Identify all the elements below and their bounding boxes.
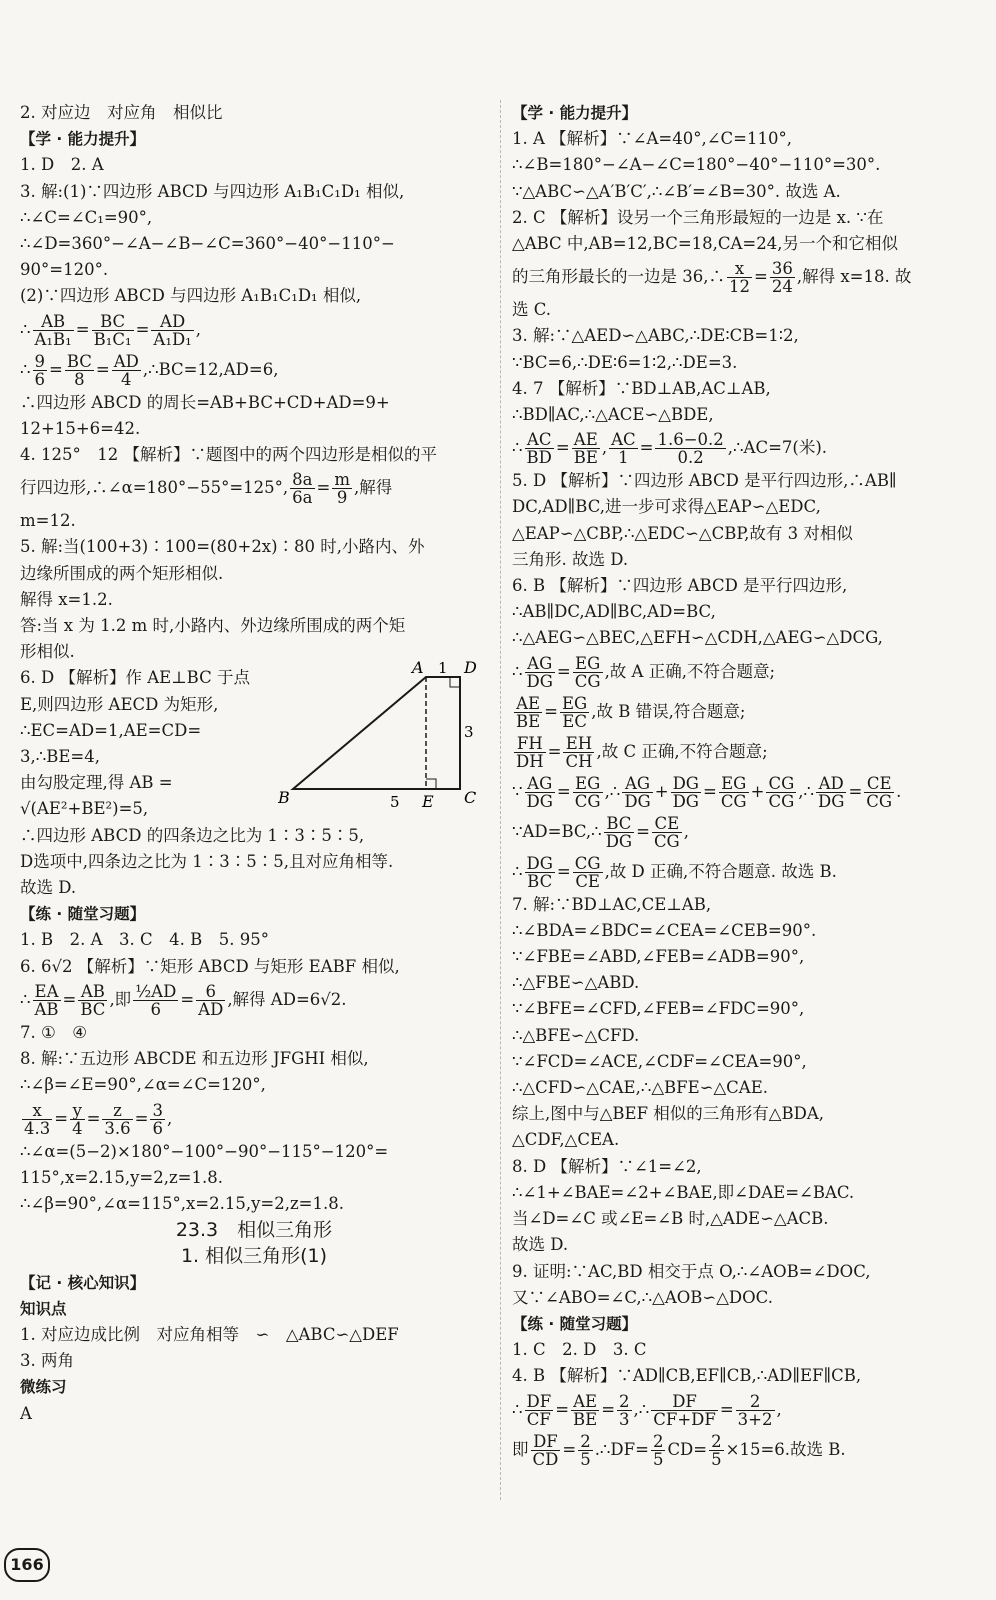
text-line: 7. ① ④ <box>20 1022 88 1042</box>
text-line: 4. B 【解析】∵AD∥CB,EF∥CB,∴AD∥EF∥CB, <box>512 1366 862 1386</box>
text-line: 8. D 【解析】∵∠1=∠2, <box>512 1156 702 1176</box>
text-line: E,则四边形 AECD 为矩形, <box>20 694 219 714</box>
fraction: $\frac{DG}{DG}$ <box>672 773 699 811</box>
fraction: $\frac{EG}{EC}$ <box>562 693 588 731</box>
text-line: 2. 对应边 对应角 相似比 <box>20 103 223 122</box>
fraction: $\frac{EG}{CG}$ <box>574 773 601 811</box>
text-line: ∵∠BFE=∠CFD,∠FEB=∠FDC=90°, <box>512 999 805 1019</box>
text-line: 答:当 x 为 1.2 m 时,小路内、外边缘所围成的两个矩 <box>20 616 406 636</box>
left-column <box>20 100 488 1427</box>
fraction: $\frac{2}{5}$ <box>652 1431 664 1469</box>
fraction: $\frac{EH}{CH}$ <box>565 733 593 771</box>
fraction: $\frac{BC}{DG}$ <box>605 813 633 851</box>
text-line: ∵BC=6,∴DE∶6=1∶2,∴DE=3. <box>512 352 738 372</box>
text-line: ∴△BFE∽△CFD. <box>512 1025 640 1045</box>
text-line: △EAP∽△CBP,∴△EDC∽△CBP,故有 3 对相似 <box>512 523 853 543</box>
fraction: $\frac{z}{3.6}$ <box>104 1100 131 1138</box>
text-line: ∴∠β=90°,∠α=115°,x=2.15,y=2,z=1.8. <box>20 1193 344 1213</box>
text-line: 1. B 2. A 3. C 4. B 5. 95° <box>20 930 269 950</box>
fraction: $\frac{CG}{CG}$ <box>768 773 795 811</box>
label: 知识点 <box>20 1299 67 1318</box>
text-line: 故选 D. <box>20 878 77 898</box>
formula-line: ∴ $\frac{9}{6}$ = $\frac{BC}{8}$ = $\frac{AD}{4}$ ,∴BC=12,AD=6, <box>20 351 279 389</box>
text-line: ∴△AEG∽△BEC,△EFH∽△CDH,△AEG∽△DCG, <box>512 628 883 648</box>
formula-line: $\frac{AE}{BE}$ = $\frac{EG}{EC}$ ,故 B 错误,符合题意; <box>516 693 746 731</box>
formula-line: $\frac{FH}{DH}$ = $\frac{EH}{CH}$ ,故 C 正确,不符合题意; <box>516 733 768 771</box>
formula-line: 即 $\frac{DF}{CD}$ = $\frac{2}{5}$ .∴DF= $\frac{2}{5}$ CD= $\frac{2}{5}$ ×15=6.故选 B. <box>512 1431 846 1469</box>
text-line: ∵△ABC∽△A′B′C′,∴∠B′=∠B=30°. 故选 A. <box>512 181 841 201</box>
fraction: $\frac{y}{4}$ <box>72 1100 83 1138</box>
text-line: 1. 对应边成比例 对应角相等 ∽ △ABC∽△DEF <box>20 1324 399 1344</box>
fraction: $\frac{AC}{BD}$ <box>526 430 552 468</box>
right-angle-mark <box>426 779 436 789</box>
text-line: DC,AD∥BC,进一步可求得△EAP∽△EDC, <box>512 497 821 517</box>
text-line: 当∠D=∠C 或∠E=∠B 时,△ADE∽△ACB. <box>512 1209 829 1229</box>
text-line: m=12. <box>20 511 76 531</box>
text-line: √(AE²+BE²)=5, <box>20 799 149 819</box>
fraction: $\frac{AD}{DG}$ <box>818 773 845 811</box>
fraction: $\frac{FH}{DH}$ <box>516 733 544 771</box>
text-line: 1. C 2. D 3. C <box>512 1340 647 1360</box>
label-c: C <box>464 788 477 808</box>
text-line: 1. A 【解析】∵∠A=40°,∠C=110°, <box>512 129 792 149</box>
text-line: 又∵∠ABO=∠C,∴△AOB∽△DOC. <box>512 1287 773 1307</box>
label-d: D <box>464 661 477 678</box>
text-line: 8. 解:∵五边形 ABCDE 和五边形 JFGHI 相似, <box>20 1049 369 1069</box>
fraction: $\frac{CE}{CG}$ <box>653 813 680 851</box>
right-column <box>512 100 982 1470</box>
text-line: 三角形. 故选 D. <box>512 549 629 569</box>
fraction: $\frac{DG}{BC}$ <box>526 853 553 891</box>
fraction: $\frac{6}{AD}$ <box>198 981 224 1019</box>
fraction: $\frac{AD}{\text{A₁D₁}}$ <box>153 311 192 349</box>
text-line: 6. D 【解析】作 AE⊥BC 于点 <box>20 668 250 688</box>
fraction: $\frac{2}{3}$ <box>619 1391 630 1429</box>
fraction: $\frac{CG}{CE}$ <box>574 853 601 891</box>
text-line: 形相似. <box>20 642 75 662</box>
label-a: A <box>412 661 424 678</box>
text-line: 选 C. <box>512 300 552 320</box>
label-b: B <box>278 788 290 808</box>
text-line: 3. 解:(1)∵四边形 ABCD 与四边形 A₁B₁C₁D₁ 相似, <box>20 181 405 201</box>
text-line: 综上,图中与△BEF 相似的三角形有△BDA, <box>512 1104 825 1124</box>
text-line: ∴四边形 ABCD 的四条边之比为 1∶3∶5∶5, <box>20 825 365 845</box>
section-header: 【学 · 能力提升】 <box>20 130 146 149</box>
text-line: ∴∠B=180°−∠A−∠C=180°−40°−110°=30°. <box>512 155 881 175</box>
fraction: $\frac{x}{4.3}$ <box>24 1100 51 1138</box>
text-line: 9. 证明:∵AC,BD 相交于点 O,∴∠AOB=∠DOC, <box>512 1261 871 1281</box>
text-line: △CDF,△CEA. <box>512 1130 620 1150</box>
text-line: 115°,x=2.15,y=2,z=1.8. <box>20 1167 223 1187</box>
page-number: 166 <box>4 1548 50 1582</box>
text-line: ∴AB∥DC,AD∥BC,AD=BC, <box>512 602 716 622</box>
fraction: $\frac{AE}{BE}$ <box>573 430 598 468</box>
text-line: 6. B 【解析】∵四边形 ABCD 是平行四边形, <box>512 576 848 596</box>
fraction: $\frac{8a}{6a}$ <box>292 470 313 508</box>
text-line: D选项中,四条边之比为 1∶3∶5∶5,且对应角相等. <box>20 851 394 871</box>
text-line: ∴∠BDA=∠BDC=∠CEA=∠CEB=90°. <box>512 920 817 940</box>
fraction: $\frac{EA}{AB}$ <box>34 981 59 1019</box>
section-title: 23.3 相似三角形 <box>175 1219 333 1242</box>
fraction: $\frac{x}{12}$ <box>729 259 750 297</box>
fraction: $\frac{AG}{DG}$ <box>624 773 651 811</box>
text-line: 6. 6√2 【解析】∵矩形 ABCD 与矩形 EABF 相似, <box>20 956 400 976</box>
fraction: $\frac{m}{9}$ <box>334 470 350 508</box>
text-line: ∴∠D=360°−∠A−∠B−∠C=360°−40°−110°− <box>20 234 395 254</box>
question-6-block <box>20 661 488 822</box>
section-header: 【练 · 随堂习题】 <box>20 905 146 924</box>
fraction: $\frac{EG}{CG}$ <box>720 773 747 811</box>
text-line: 1. D 2. A <box>20 155 104 175</box>
formula-line: ∴ $\frac{EA}{AB}$ = $\frac{AB}{BC}$ ,即 $\frac{\text{½AD}}{6}$ = $\frac{6}{AD}$ ,解得 AD=6√2. <box>20 981 347 1019</box>
text-line: ∴∠α=(5−2)×180°−100°−90°−115°−120°= <box>20 1141 389 1161</box>
section-header: 【练 · 随堂习题】 <box>512 1314 638 1333</box>
fraction: $\frac{AE}{BE}$ <box>573 1391 598 1429</box>
fraction: $\frac{AB}{\text{A₁B₁}}$ <box>34 311 72 349</box>
fraction: $\frac{AD}{4}$ <box>113 351 139 389</box>
text-line: (2)∵四边形 ABCD 与四边形 A₁B₁C₁D₁ 相似, <box>20 286 362 306</box>
text-line: 5. D 【解析】∵四边形 ABCD 是平行四边形,∴AB∥ <box>512 471 897 491</box>
formula-line: 的三角形最长的一边是 36,∴ $\frac{x}{12}$ = $\frac{36}{24}$ ,解得 x=18. 故 <box>512 259 912 297</box>
text-line: △ABC 中,AB=12,BC=18,CA=24,另一个和它相似 <box>512 234 898 254</box>
formula-line: 行四边形,∴∠α=180°−55°=125°, $\frac{8a}{6a}$ = $\frac{m}{9}$ ,解得 <box>20 470 393 508</box>
fraction: $\frac{2}{5}$ <box>580 1431 591 1469</box>
text-line: 4. 125° 12 【解析】∵题图中的两个四边形是相似的平 <box>20 445 437 465</box>
text-line: 故选 D. <box>512 1235 569 1255</box>
text-line: 边缘所围成的两个矩形相似. <box>20 563 224 583</box>
formula-line: ∴ $\frac{AC}{BD}$ = $\frac{AE}{BE}$ , $\frac{AC}{1}$ = $\frac{1.6-0.2}{0.2}$ ,∴AC=7(米). <box>512 430 828 468</box>
text-line: 5. 解:当(100+3)∶100=(80+2x)∶80 时,小路内、外 <box>20 537 425 557</box>
trapezoid-outline <box>293 677 460 789</box>
text-line: 3. 解:∵△AED∽△ABC,∴DE∶CB=1∶2, <box>512 326 799 346</box>
fraction: $\frac{BC}{\text{B₁C₁}}$ <box>93 311 132 349</box>
text-line: ∴∠C=∠C₁=90°, <box>20 207 153 227</box>
label-five: 5 <box>390 793 400 812</box>
label-three: 3 <box>464 723 474 742</box>
subsection-title: 1. 相似三角形(1) <box>180 1245 328 1268</box>
formula-line: ∴ $\frac{AB}{\text{A₁B₁}}$ = $\frac{BC}{\text{B₁C₁}}$ = $\frac{AD}{\text{A₁D₁}}$ , <box>20 311 202 349</box>
text-line: ∴△FBE∽△ABD. <box>512 973 640 993</box>
fraction: $\frac{36}{24}$ <box>771 259 793 297</box>
fraction: $\frac{DF}{CD}$ <box>532 1431 559 1469</box>
fraction: $\frac{AB}{BC}$ <box>80 981 106 1019</box>
text-line: ∴∠1+∠BAE=∠2+∠BAE,即∠DAE=∠BAC. <box>512 1182 855 1202</box>
fraction: $\frac{1.6-0.2}{0.2}$ <box>657 430 724 468</box>
text-line: 4. 7 【解析】∵BD⊥AB,AC⊥AB, <box>512 378 771 398</box>
fraction: $\frac{DF}{CF}$ <box>526 1391 552 1429</box>
fraction: $\frac{AE}{BE}$ <box>516 693 541 731</box>
fraction: $\frac{BC}{8}$ <box>66 351 92 389</box>
text-line: ∴EC=AD=1,AE=CD= <box>20 720 202 740</box>
formula-line: ∴ $\frac{DG}{BC}$ = $\frac{CG}{CE}$ ,故 D 正确,不符合题意. 故选 B. <box>512 853 837 891</box>
fraction: $\frac{2}{3+2}$ <box>737 1391 773 1429</box>
fraction: $\frac{EG}{CG}$ <box>574 653 601 691</box>
fraction: $\frac{9}{6}$ <box>34 351 45 389</box>
text-line: ∴∠β=∠E=90°,∠α=∠C=120°, <box>20 1075 266 1095</box>
fraction: $\frac{AC}{1}$ <box>611 430 636 468</box>
formula-line: ∴ $\frac{DF}{CF}$ = $\frac{AE}{BE}$ = $\frac{2}{3}$ ,∴ $\frac{DF}{CF+DF}$ = $\frac{2}{3+2}$ , <box>512 1391 782 1429</box>
column-divider <box>500 100 501 1500</box>
fraction: $\frac{3}{6}$ <box>152 1100 163 1138</box>
text-line: 7. 解:∵BD⊥AC,CE⊥AB, <box>512 894 712 914</box>
text-line: 90°=120°. <box>20 260 109 280</box>
text-line: 12+15+6=42. <box>20 418 141 438</box>
trapezoid-figure <box>278 661 488 811</box>
fraction: $\frac{\text{½AD}}{6}$ <box>135 981 177 1019</box>
right-angle-mark <box>450 677 460 687</box>
fraction: $\frac{AG}{DG}$ <box>526 653 553 691</box>
label-one: 1 <box>438 661 448 678</box>
fraction: $\frac{2}{5}$ <box>711 1431 722 1469</box>
section-header: 【学 · 能力提升】 <box>512 104 638 122</box>
text-line: 3. 两角 <box>20 1351 74 1371</box>
text-line: 由勾股定理,得 AB = <box>20 773 173 793</box>
text-line: ∴BD∥AC,∴△ACE∽△BDE, <box>512 405 714 425</box>
text-line: 3,∴BE=4, <box>20 747 100 767</box>
text-line: ∴△CFD∽△CAE,∴△BFE∽△CAE. <box>512 1078 768 1098</box>
formula-line: $\frac{x}{4.3}$ = $\frac{y}{4}$ = $\frac{z}{3.6}$ = $\frac{3}{6}$ , <box>24 1100 173 1138</box>
section-header: 【记 · 核心知识】 <box>20 1273 146 1292</box>
text-line: 2. C 【解析】设另一个三角形最短的一边是 x. ∵在 <box>512 207 884 227</box>
formula-line: ∵AD=BC,∴ $\frac{BC}{DG}$ = $\frac{CE}{CG}$ , <box>512 813 689 851</box>
text-line: ∵∠FCD=∠ACE,∠CDF=∠CEA=90°, <box>512 1051 807 1071</box>
fraction: $\frac{CE}{CG}$ <box>866 773 893 811</box>
label-e: E <box>422 792 434 812</box>
text-line: 解得 x=1.2. <box>20 589 113 609</box>
formula-line: ∴ $\frac{AG}{DG}$ = $\frac{EG}{CG}$ ,故 A 正确,不符合题意; <box>512 653 776 691</box>
label: 微练习 <box>20 1378 67 1397</box>
text-line: ∴四边形 ABCD 的周长=AB+BC+CD+AD=9+ <box>20 392 390 412</box>
formula-line: ∵ $\frac{AG}{DG}$ = $\frac{EG}{CG}$ ,∴ $\frac{AG}{DG}$ + $\frac{DG}{DG}$ = $\frac{EG}{CG}$ + $\frac{CG}{CG}$ ,∴ $\frac{AD}{DG}$ = $\frac{CE}{CG}$ . <box>512 773 902 811</box>
fraction: $\frac{AG}{DG}$ <box>526 773 553 811</box>
fraction: $\frac{DF}{CF+DF}$ <box>653 1391 716 1429</box>
text-line: A <box>20 1403 32 1423</box>
text-line: ∵∠FBE=∠ABD,∠FEB=∠ADB=90°, <box>512 947 805 967</box>
